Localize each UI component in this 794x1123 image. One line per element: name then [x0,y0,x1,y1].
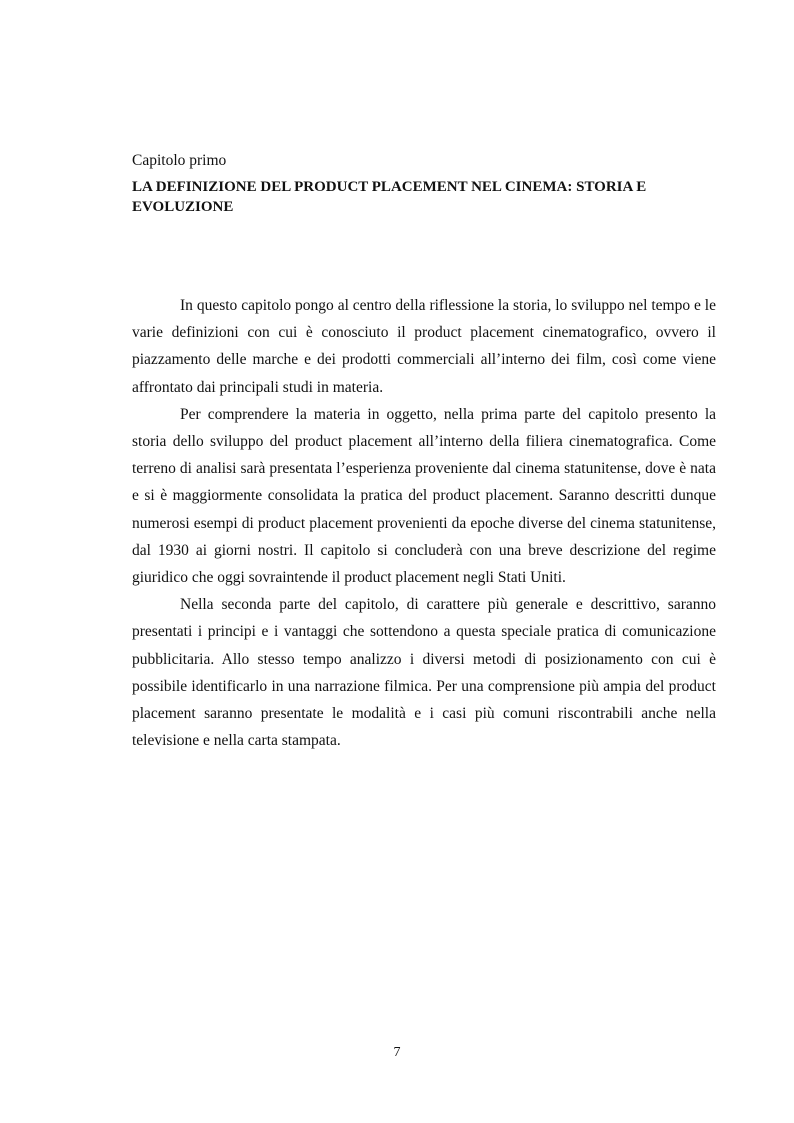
chapter-title-line-2: EVOLUZIONE [132,199,234,215]
chapter-title [132,177,692,217]
chapter-label: Capitolo primo [132,152,227,169]
body-text [132,292,716,754]
paragraph-principles: Nella seconda parte del capitolo, di carattere più generale e descrittivo, saranno presentati i principi e i vantaggi che sottendono a questa speciale pratica di comunicazione pubblicitaria. Allo stesso tempo analizzo i diversi metodi di posizionamento con cui è possibile identificarlo in una narrazione filmica. Per una comprensione più ampia del product placement saranno presentate le modalità e i casi più comuni riscontrabili anche nella televisione e nella carta stampata. [132,596,716,750]
paragraph-intro: In questo capitolo pongo al centro della riflessione la storia, lo sviluppo nel tempo e le varie definizioni con cui è conosciuto il product placement cinematografico, ovvero il piazzamento delle marche e dei prodotti commerciali all’interno dei film, così come viene affrontato dai principali studi in materia. [132,297,716,396]
page-number: 7 [393,1045,401,1060]
paragraph-history: Per comprendere la materia in oggetto, nella prima parte del capitolo presento la storia dello sviluppo del product placement all’interno della filiera cinematografica. Come terreno di analisi sarà presentata l’esperienza proveniente dal cinema statunitense, dove è nata e si è maggiormente consolidata la pratica del product placement. Saranno descritti dunque numerosi esempi di product placement provenienti da epoche diverse del cinema statunitense, dal 1930 ai giorni nostri. Il capitolo si concluderà con una breve descrizione del regime giuridico che oggi sovraintende il product placement negli Stati Uniti. [132,405,716,587]
chapter-title-line-1: LA DEFINIZIONE DEL PRODUCT PLACEMENT NEL CINEMA: STORIA E [132,179,647,195]
